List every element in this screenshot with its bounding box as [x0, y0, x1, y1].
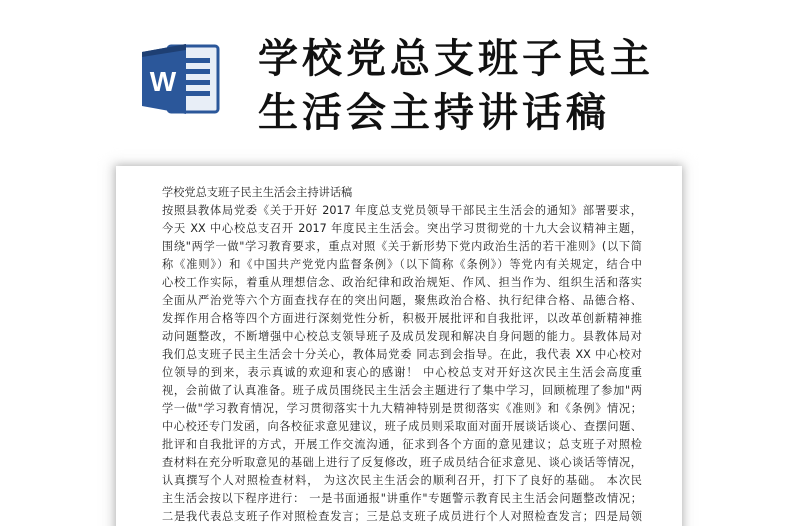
document-line: 学一做"学习教育情况，学习贯彻落实十九大精神特别是贯彻落实《准则》和《条例》情况； [162, 402, 642, 415]
document-line: 今天 XX 中心校总支召开 2017 年度民主生活会。突出学习贯彻党的十九大会议精神主题， [162, 222, 642, 235]
document-heading: 学校党总支班子民主生活会主持讲话稿 [162, 186, 353, 199]
document-line: 全面从严治党等六个方面查找存在的突出问题，聚焦政治合格、执行纪律合格、品德合格、 [162, 294, 642, 307]
document-line: 位领导的到来，表示真诚的欢迎和衷心的感谢！ 中心校总支对开好这次民主生活会高度重 [162, 366, 642, 379]
document-page [116, 166, 682, 526]
document-line: 认真撰写个人对照检查材料， 为这次民主生活会的顺利召开，打下了良好的基础。 本次民 [162, 474, 642, 487]
document-line: 中心校还专门发函，向各校征求意见建议，班子成员则采取面对面开展谈话谈心、查摆问题、 [162, 420, 642, 433]
document-body [162, 184, 642, 526]
header-banner [0, 0, 800, 160]
document-line: 围绕"两学一做"学习教育要求，重点对照《关于新形势下党内政治生活的若干准则》(以下简 [162, 240, 642, 253]
document-line: 称《准则》）和《中国共产党党内监督条例》（以下简称《条例》）等党内有关规定，结合中 [162, 258, 642, 271]
document-line: 心校工作实际，着重从理想信念、政治纪律和政治规矩、作风、担当作为、组织生活和落实 [162, 276, 642, 289]
document-line: 查材料在充分听取意见的基础上进行了反复修改，班子成员结合征求意见、谈心谈话等情况， [162, 456, 642, 469]
document-line: 视，会前做了认真准备。班子成员围绕民主生活会主题进行了集中学习，回顾梳理了参加"两 [162, 384, 642, 397]
document-line: 动问题整改，不断增强中心校总支领导班子及成员发现和解决自身问题的能力。县教体局对 [162, 330, 642, 343]
document-line: 二是我代表总支班子作对照检查发言；三是总支班子成员进行个人对照检查发言；四是局领 [162, 510, 642, 523]
document-line: 主生活会按以下程序进行： 一是书面通报"讲重作"专题警示教育民主生活会问题整改情况； [162, 492, 642, 505]
title-line-2: 生活会主持讲话稿 [258, 90, 610, 136]
page-title [258, 32, 778, 140]
title-line-1: 学校党总支班子民主 [258, 36, 654, 82]
document-line: 按照县教体局党委《关于开好 2017 年度总支党员领导干部民主生活会的通知》部署要求， [162, 204, 642, 217]
document-line: 我们总支班子民主生活会十分关心，教体局党委 同志到会指导。在此，我代表 XX 中心校对 [162, 348, 642, 361]
document-line: 批评和自我批评的方式，开展工作交流沟通，征求到各个方面的意见建议；总支班子对照检 [162, 438, 642, 451]
document-line: 发挥作用合格等四个方面进行深刻党性分析，积极开展批评和自我批评，以改革创新精神推 [162, 312, 642, 325]
word-logo-letter: W [149, 66, 177, 97]
word-document-icon [138, 36, 224, 122]
